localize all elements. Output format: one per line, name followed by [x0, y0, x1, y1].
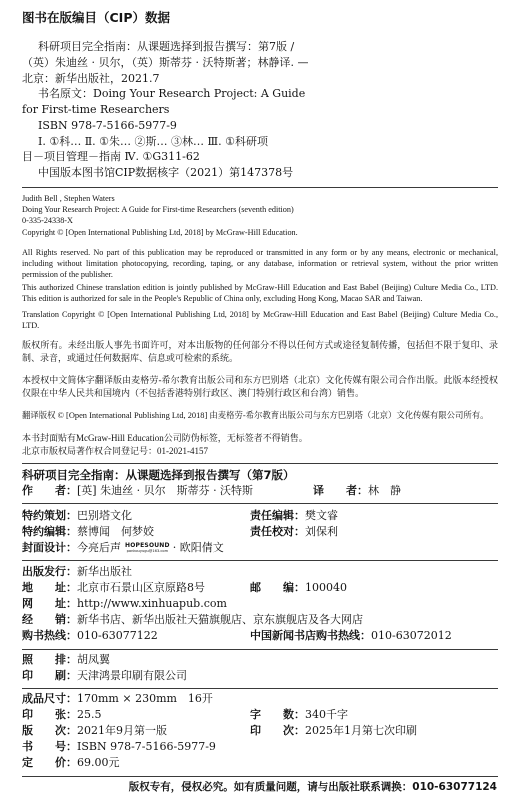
book-title: 科研项目完全指南：从课题选择到报告撰写（第7版）: [22, 468, 295, 482]
isbn-label: 书 号：: [22, 740, 77, 753]
divider: [22, 503, 498, 504]
divider: [22, 649, 498, 650]
divider: [22, 776, 498, 777]
cover-design-label: 封面设计：: [22, 541, 77, 554]
proofreader-value: 刘保利: [305, 525, 338, 538]
cover-design-row: [22, 540, 498, 556]
word-count-label: 字 数：: [250, 708, 305, 721]
author-label: 作 者：: [22, 484, 77, 497]
price-row: [22, 755, 498, 771]
sheets-label: 印 张：: [22, 708, 77, 721]
cover-designer: · 欧阳倩文: [172, 541, 224, 554]
hotline-value: 010-63077122: [77, 629, 158, 642]
impression-value: 2025年1月第七次印刷: [305, 724, 417, 737]
website-row: [22, 596, 498, 612]
sheets-value: 25.5: [77, 708, 102, 721]
contributing-editor-value: 蔡博闻 何梦姣: [77, 525, 154, 538]
divider: [22, 187, 498, 188]
price-value: 69.00元: [77, 756, 120, 769]
news-bookstore-hotline-label: 中国新闻书店购书热线：: [250, 629, 371, 642]
word-count: [250, 707, 348, 723]
cip-record: [22, 39, 498, 181]
sheets-row: [22, 707, 498, 723]
edition-row: [22, 723, 498, 739]
divider: [22, 688, 498, 689]
cip-line: 书名原文：Doing Your Research Project: A Guide: [38, 87, 306, 101]
word-count-value: 340千字: [305, 708, 348, 721]
address-label: 地 址：: [22, 581, 77, 594]
logo-wordmark: HOPESOUND: [125, 541, 170, 549]
trim-size-row: [22, 691, 498, 707]
translation-copyright-en: Translation Copyright © [Open International Publishing Ltd, 2018] by McGraw-Hill Education and East Babel (Beijing) Culture Media Co., LTD.: [22, 310, 498, 331]
address-value: 北京市石景山区京原路8号: [77, 581, 205, 594]
isbn-row: [22, 739, 498, 755]
isbn-value: ISBN 978-7-5166-5977-9: [77, 740, 216, 753]
original-copyright: Copyright © [Open International Publishing Ltd, 2018] by McGraw-Hill Education.: [22, 227, 298, 237]
cip-line: for First-time Researchers: [22, 103, 170, 116]
responsible-editor: [250, 508, 338, 524]
original-authors: Judith Bell , Stephen Waters: [22, 194, 115, 203]
rights-footer: 版权专有，侵权必究。如有质量问题，请与出版社联系调换：010-63077124: [128, 781, 497, 793]
typesetting-value: 胡凤翼: [77, 653, 110, 666]
price-label: 定 价：: [22, 756, 77, 769]
cip-line: 科研项目完全指南：从课题选择到报告撰写：第7版 /: [38, 40, 295, 53]
translator: [313, 483, 401, 499]
printing-row: [22, 668, 498, 684]
responsible-editor-label: 责任编辑：: [250, 509, 305, 522]
rights-reserved-zh: 版权所有。未经出版人事先书面许可，对本出版物的任何部分不得以任何方式或途径复制传播，包括但不限于复印、录制、录音，或通过任何数据库、信息或可检索的系统。: [22, 340, 498, 363]
translation-copyright-zh: 翻译版权 © [Open International Publishing Ltd, 2018] 由麦格劳-希尔教育出版公司与东方巴别塔（北京）文化传媒有限公司所有。: [22, 411, 489, 420]
postcode-label: 邮 编：: [250, 581, 305, 594]
trim-size-label: 成品尺寸：: [22, 692, 77, 705]
website-value: http://www.xinhuapub.com: [77, 597, 227, 610]
anti-counterfeit-notice: 本书封面贴有McGraw-Hill Education公司防伪标签，无标签者不得销售。: [22, 433, 308, 443]
trim-size-value: 170mm × 230mm 16开: [77, 692, 213, 705]
original-isbn: 0-335-24338-X: [22, 216, 73, 226]
distribution-row: [22, 612, 498, 628]
proofreader-label: 责任校对：: [250, 525, 305, 538]
website-label: 网 址：: [22, 597, 77, 610]
news-bookstore-hotline-value: 010-63072012: [371, 629, 452, 642]
publisher-value: 新华出版社: [77, 565, 132, 578]
original-title: Doing Your Research Project: A Guide for First-time Researchers (seventh edition): [22, 205, 294, 215]
postcode-value: 100040: [305, 581, 347, 594]
typesetting-label: 照 排：: [22, 653, 77, 666]
cip-line: ISBN 978-7-5166-5977-9: [38, 118, 177, 132]
cip-line: 目－项目管理－指南 Ⅳ. ①G311-62: [22, 150, 200, 164]
publisher-row: [22, 564, 498, 580]
original-edition-info: [22, 193, 498, 238]
cip-line: Ⅰ. ①科… Ⅱ. ①朱… ②斯… ③林… Ⅲ. ①科研项: [38, 134, 268, 148]
printing-value: 天津鸿景印刷有限公司: [77, 669, 187, 682]
authorization-zh: 本授权中文简体字翻译版由麦格劳-希尔教育出版公司和东方巴别塔（北京）文化传媒有限公司合作出版。此版本经授权仅限在中华人民共和国境内（不包括香港特别行政区、澳门特别行政区和台湾）销售。: [22, 375, 498, 398]
cip-line: （英）朱迪丝 · 贝尔，（英）斯蒂芬 · 沃特斯著；林静译. —: [22, 55, 309, 69]
proofreader: [250, 524, 338, 540]
divider: [22, 463, 498, 464]
contract-registration-number: 北京市版权局著作权合同登记号：01-2021-4157: [22, 445, 208, 456]
cip-line: 北京：新华出版社，2021.7: [22, 71, 160, 85]
printing-label: 印 刷：: [22, 669, 77, 682]
cip-heading: 图书在版编目（CIP）数据: [22, 10, 170, 25]
planner-row: [22, 508, 498, 524]
impression: [250, 723, 417, 739]
address-row: [22, 580, 498, 596]
edition-value: 2021年9月第一版: [77, 724, 167, 737]
postcode: [250, 580, 347, 596]
news-bookstore-hotline: [250, 628, 452, 644]
planner-value: 巴别塔文化: [77, 509, 132, 522]
author-value: [英] 朱迪丝 · 贝尔 斯蒂芬 · 沃特斯: [77, 484, 254, 497]
planner-label: 特约策划：: [22, 509, 77, 522]
logo-email: pankouyugu@163.com: [126, 548, 169, 553]
hotline-row: [22, 628, 498, 644]
legal-notices: [22, 432, 498, 457]
impression-label: 印 次：: [250, 724, 305, 737]
hotline-label: 购书热线：: [22, 629, 77, 642]
author-row: [22, 483, 498, 499]
responsible-editor-value: 樊文睿: [305, 509, 338, 522]
cip-line: 中国版本图书馆CIP数据核字（2021）第147378号: [38, 166, 294, 179]
translator-label: 译 者：: [313, 484, 368, 497]
edition-label: 版 次：: [22, 724, 77, 737]
contributing-editor-label: 特约编辑：: [22, 525, 77, 538]
distribution-value: 新华书店、新华出版社天猫旗舰店、京东旗舰店及各大网店: [77, 613, 363, 626]
rights-reserved-en: All Rights reserved. No part of this publication may be reproduced or transmitted in any form or by any means, electronic or mechanical, including without limitation photocopying, recording, taping, or any database, information or retrieval system, without the prior written permission of the publisher.: [22, 248, 498, 280]
distribution-label: 经 销：: [22, 613, 77, 626]
divider: [22, 560, 498, 561]
hopesound-logo: [125, 543, 170, 554]
typesetting-row: [22, 652, 498, 668]
contributing-editor-row: [22, 524, 498, 540]
authorization-en: This authorized Chinese translation edition is jointly published by McGraw-Hill Education and East Babel (Beijing) Culture Media Co., LTD. This edition is authorized for sale in the People's Republic of China only, excluding Hong Kong, Macao SAR and Taiwan.: [22, 283, 498, 304]
translator-value: 林 静: [368, 484, 401, 497]
cover-design-studio: 今亮后声: [77, 541, 121, 554]
publisher-label: 出版发行：: [22, 565, 77, 578]
